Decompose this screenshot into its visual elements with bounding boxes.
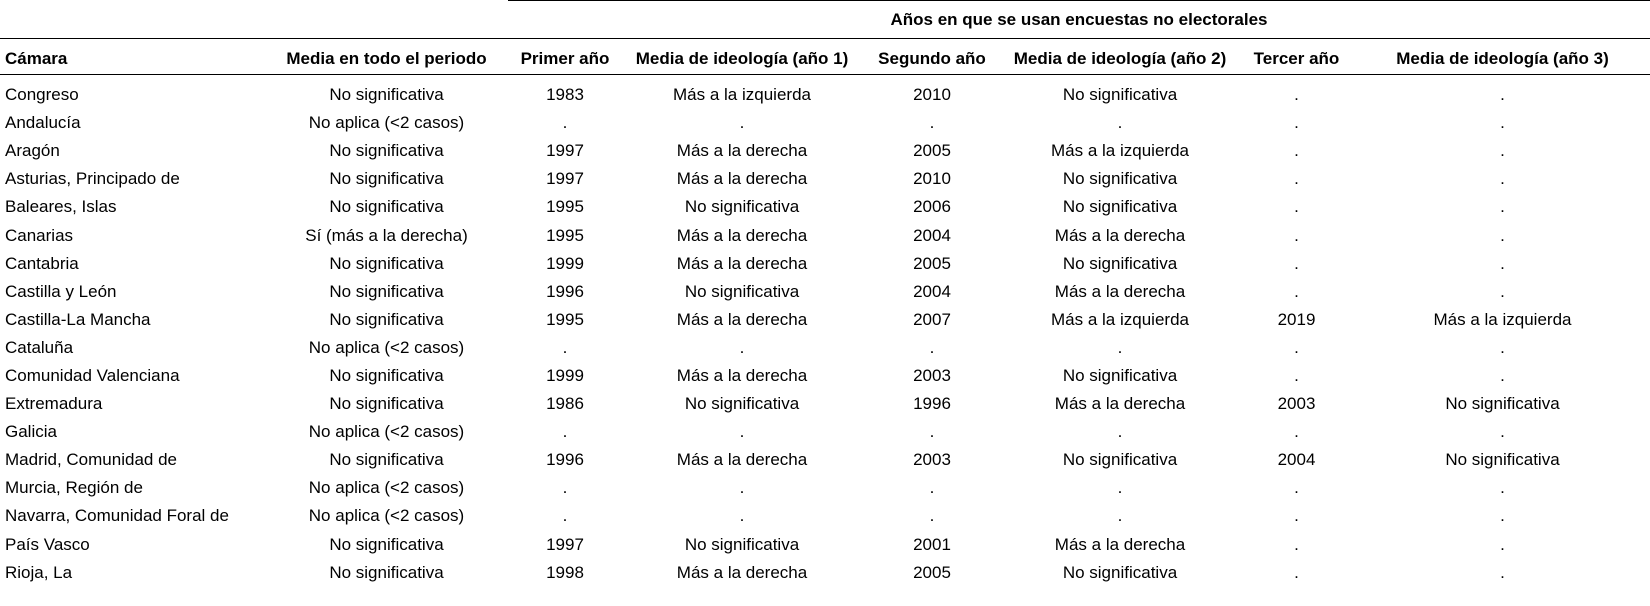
table-cell: . <box>1500 253 1505 273</box>
table-cell: No significativa <box>1062 450 1178 470</box>
column-header: Cámara <box>5 49 68 68</box>
table-cell: 2007 <box>913 309 951 329</box>
row-label-cell: Castilla y León <box>5 281 117 301</box>
table-cell: No significativa <box>329 281 444 301</box>
table-cell: Sí (más a la derecha) <box>305 225 468 245</box>
table-cell: . <box>1500 281 1505 301</box>
table-cell: . <box>739 113 745 133</box>
table-cell: 1986 <box>546 394 584 414</box>
table-cell: . <box>739 422 745 442</box>
table-cell: . <box>1500 365 1505 385</box>
table-cell: . <box>929 506 935 526</box>
table-row <box>0 531 1650 559</box>
table-cell: . <box>1294 534 1299 554</box>
column-header: Media de ideología (año 3) <box>1396 49 1609 68</box>
table-cell: 1996 <box>546 450 584 470</box>
row-label-cell: Baleares, Islas <box>5 197 117 217</box>
table-cell: . <box>562 478 568 498</box>
table-cell: 2005 <box>913 562 951 582</box>
row-label-cell: Cataluña <box>5 337 74 357</box>
row-label-cell: Rioja, La <box>5 562 73 582</box>
table-cell: . <box>1294 85 1299 105</box>
table-cell: . <box>739 506 745 526</box>
row-label-cell: Canarias <box>5 225 74 245</box>
column-header: Media de ideología (año 1) <box>635 49 849 68</box>
table-cell: . <box>1294 169 1299 189</box>
table-row <box>0 221 1650 249</box>
table-row <box>0 165 1650 193</box>
table-row <box>0 362 1650 390</box>
table-cell: 2019 <box>1277 309 1316 329</box>
column-header: Tercer año <box>1253 49 1340 68</box>
table-cell: 2004 <box>913 225 951 245</box>
table-cell: 1999 <box>546 253 584 273</box>
table-body <box>0 75 1650 587</box>
table-row <box>0 559 1650 587</box>
table-cell: . <box>1500 422 1505 442</box>
table-cell: . <box>1117 337 1123 357</box>
table-cell: . <box>1117 478 1123 498</box>
table-cell: 1996 <box>913 394 951 414</box>
table-cell: 2010 <box>913 169 951 189</box>
table-cell: No aplica (<2 casos) <box>308 113 465 133</box>
table-row <box>0 390 1650 418</box>
table-cell: No aplica (<2 casos) <box>308 337 465 357</box>
table-cell: 2001 <box>913 534 951 554</box>
table-cell: . <box>1500 197 1505 217</box>
table-cell: No significativa <box>1062 85 1178 105</box>
table-row <box>0 446 1650 474</box>
row-label-cell: Galicia <box>5 422 57 442</box>
table-cell: . <box>1117 113 1123 133</box>
table-cell: Más a la derecha <box>676 253 808 273</box>
table-cell: No aplica (<2 casos) <box>308 422 465 442</box>
table-cell: 2004 <box>1277 450 1316 470</box>
table-cell: . <box>1294 225 1299 245</box>
table-cell: No significativa <box>329 394 444 414</box>
table-row <box>0 474 1650 502</box>
table-cell: 2003 <box>913 450 951 470</box>
table-cell: 1997 <box>546 141 584 161</box>
table-cell: . <box>739 337 745 357</box>
row-label-cell: Navarra, Comunidad Foral de <box>5 506 229 526</box>
table-cell: . <box>1117 422 1123 442</box>
table-row <box>0 193 1650 221</box>
row-label-cell: Extremadura <box>5 394 103 414</box>
table-cell: Más a la izquierda <box>1051 141 1189 161</box>
table-cell: No significativa <box>329 562 444 582</box>
column-header: Media en todo el periodo <box>286 49 487 68</box>
table-cell: 2004 <box>913 281 951 301</box>
row-label-cell: Comunidad Valenciana <box>5 365 180 385</box>
table-cell: . <box>1294 506 1299 526</box>
table-cell: 1997 <box>546 534 584 554</box>
column-header: Primer año <box>520 49 610 68</box>
table-cell: . <box>1500 534 1505 554</box>
table-cell: No significativa <box>1062 253 1178 273</box>
table-cell: . <box>1500 478 1505 498</box>
header-row <box>0 44 1650 75</box>
table-cell: . <box>562 506 568 526</box>
table-cell: 2005 <box>913 253 951 273</box>
table-cell: No significativa <box>1062 169 1178 189</box>
table-cell: Más a la derecha <box>676 450 808 470</box>
table-cell: No significativa <box>329 534 444 554</box>
row-label-cell: Asturias, Principado de <box>5 169 180 189</box>
table-cell: . <box>929 478 935 498</box>
table-cell: . <box>1500 141 1505 161</box>
table-cell: 2010 <box>913 85 951 105</box>
table-cell: . <box>1500 169 1505 189</box>
table-row <box>0 418 1650 446</box>
table-cell: . <box>1500 225 1505 245</box>
table-cell: No significativa <box>1445 450 1560 470</box>
table-cell: . <box>1294 113 1299 133</box>
table-cell: Más a la derecha <box>676 309 808 329</box>
table-cell: . <box>1500 85 1505 105</box>
table-cell: No significativa <box>1062 197 1178 217</box>
row-label-cell: Castilla-La Mancha <box>5 309 151 329</box>
table-row <box>0 502 1650 530</box>
table-cell: 1983 <box>546 85 584 105</box>
table-cell: No significativa <box>684 394 800 414</box>
table-cell: Más a la derecha <box>1054 281 1186 301</box>
table-cell: No significativa <box>329 365 444 385</box>
table-cell: No significativa <box>1062 562 1178 582</box>
table-cell: . <box>562 113 568 133</box>
table-cell: . <box>1294 141 1299 161</box>
table-cell: 1995 <box>546 197 584 217</box>
table-row <box>0 334 1650 362</box>
table-cell: . <box>1500 113 1505 133</box>
table-cell: No significativa <box>329 85 444 105</box>
table-cell: . <box>929 422 935 442</box>
table-cell: No significativa <box>329 141 444 161</box>
table-cell: No significativa <box>684 281 800 301</box>
table-cell: 1998 <box>546 562 584 582</box>
table-cell: Más a la derecha <box>1054 225 1186 245</box>
table-cell: . <box>1294 253 1299 273</box>
table-cell: . <box>929 337 935 357</box>
row-label-cell: Cantabria <box>5 253 79 273</box>
table-cell: Más a la derecha <box>676 225 808 245</box>
table-cell: No aplica (<2 casos) <box>308 506 465 526</box>
group-header: Años en que se usan encuestas no electorales <box>890 10 1268 29</box>
table-cell: . <box>1294 365 1299 385</box>
table-cell: Más a la derecha <box>676 141 808 161</box>
table-cell: 2005 <box>913 141 951 161</box>
table-cell: 1995 <box>546 225 584 245</box>
row-label-cell: Madrid, Comunidad de <box>5 450 177 470</box>
table-cell: . <box>1294 197 1299 217</box>
table-cell: 1996 <box>546 281 584 301</box>
column-header: Segundo año <box>878 49 986 68</box>
table-cell: 1995 <box>546 309 584 329</box>
table-cell: Más a la derecha <box>676 169 808 189</box>
table-cell: 2003 <box>913 365 951 385</box>
table-cell: No significativa <box>329 309 444 329</box>
table-cell: 1997 <box>546 169 584 189</box>
table-cell: No significativa <box>329 169 444 189</box>
table-cell: 2003 <box>1277 394 1316 414</box>
table-cell: . <box>1294 478 1299 498</box>
table-cell: . <box>562 337 568 357</box>
table-cell: . <box>1117 506 1123 526</box>
table-cell: . <box>1500 562 1505 582</box>
row-label-cell: Andalucía <box>5 113 81 133</box>
table-cell: Más a la izquierda <box>673 85 811 105</box>
table-cell: 2006 <box>913 197 951 217</box>
table-row <box>0 75 1650 110</box>
table-row <box>0 137 1650 165</box>
table-cell: Más a la izquierda <box>1051 309 1189 329</box>
header-top-rule <box>0 38 1650 39</box>
results-table <box>0 44 1650 587</box>
column-header: Media de ideología (año 2) <box>1013 49 1227 68</box>
table-cell: No significativa <box>329 450 444 470</box>
row-label-cell: País Vasco <box>5 534 90 554</box>
table-cell: . <box>562 422 568 442</box>
table-cell: . <box>1294 422 1299 442</box>
table-cell: No significativa <box>684 197 800 217</box>
table-cell: No aplica (<2 casos) <box>308 478 465 498</box>
table-row <box>0 250 1650 278</box>
table-cell: Más a la derecha <box>1054 394 1186 414</box>
table-cell: 1999 <box>546 365 584 385</box>
table-cell: . <box>739 478 745 498</box>
row-label-cell: Aragón <box>5 141 60 161</box>
table-cell: No significativa <box>1062 365 1178 385</box>
table-row <box>0 278 1650 306</box>
table-cell: . <box>1294 281 1299 301</box>
table-cell: No significativa <box>1445 394 1560 414</box>
table-cell: Más a la derecha <box>676 365 808 385</box>
table-cell: No significativa <box>329 197 444 217</box>
table-cell: . <box>1500 506 1505 526</box>
group-header-rule <box>508 0 1650 1</box>
table-cell: . <box>1294 337 1299 357</box>
table-cell: No significativa <box>684 534 800 554</box>
table-row <box>0 109 1650 137</box>
table-cell: Más a la derecha <box>1054 534 1186 554</box>
table-cell: . <box>929 113 935 133</box>
table-cell: Más a la derecha <box>676 562 808 582</box>
table-row <box>0 306 1650 334</box>
table-cell: . <box>1500 337 1505 357</box>
row-label-cell: Murcia, Región de <box>5 478 143 498</box>
row-label-cell: Congreso <box>5 85 79 105</box>
table-cell: Más a la izquierda <box>1433 309 1572 329</box>
table-cell: No significativa <box>329 253 444 273</box>
table-cell: . <box>1294 562 1299 582</box>
